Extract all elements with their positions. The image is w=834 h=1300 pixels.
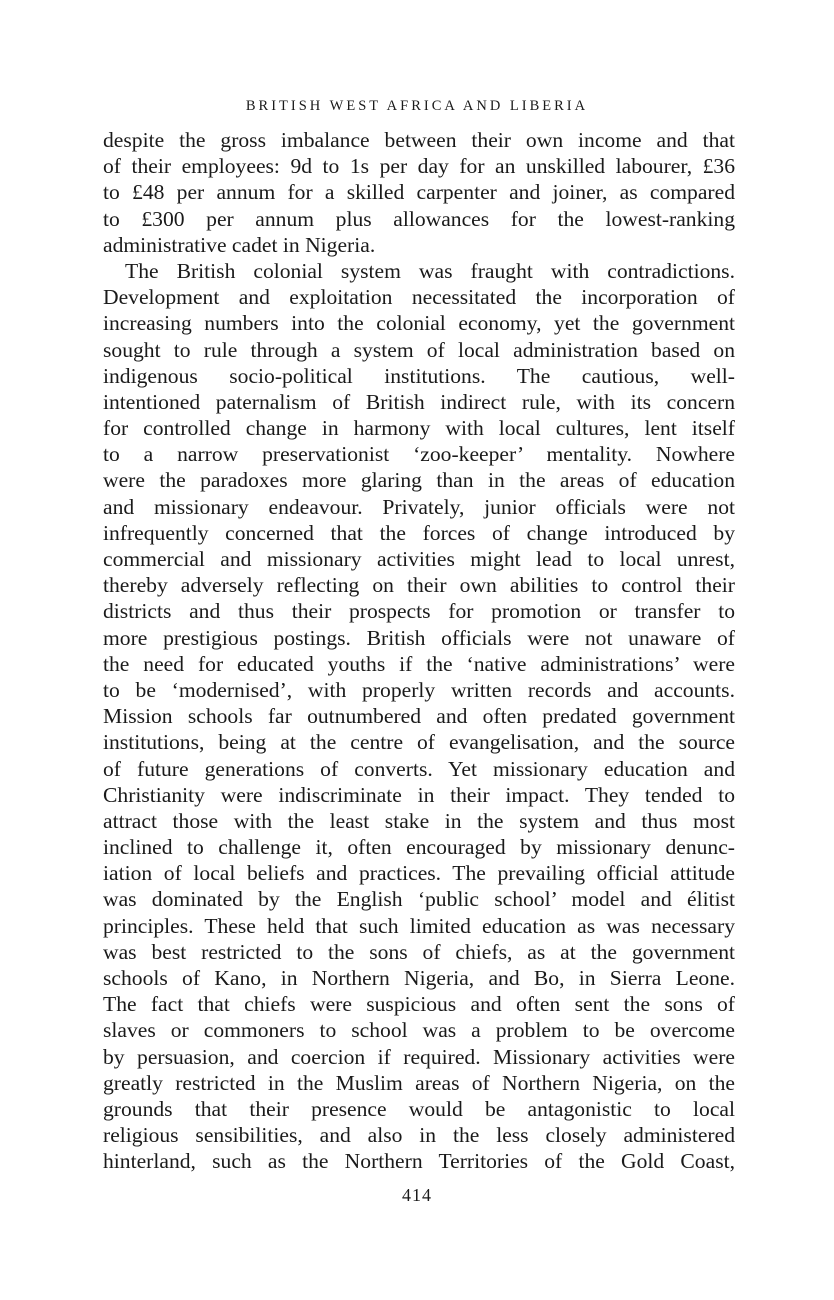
text-line: despite the gross imbalance between their own income and that <box>103 128 735 152</box>
text-line: by persuasion, and coercion if required. Missionary activities were <box>103 1044 735 1069</box>
text-line: attract those with the least stake in the system and thus most <box>103 808 735 833</box>
text-line: hinterland, such as the Northern Territories of the Gold Coast, <box>103 1149 735 1174</box>
text-line: inclined to challenge it, often encouraged by missionary denunc- <box>103 835 735 860</box>
text-line: to £300 per annum plus allowances for the lowest-ranking <box>103 206 735 231</box>
running-head: BRITISH WEST AFRICA AND LIBERIA <box>245 98 589 114</box>
text-line: for controlled change in harmony with local cultures, lent itself <box>103 416 735 441</box>
text-line: intentioned paternalism of British indirect rule, with its concern <box>103 389 735 414</box>
text-line: institutions, being at the centre of evangelisation, and the source <box>103 730 735 755</box>
text-line: commercial and missionary activities might lead to local unrest, <box>103 547 735 571</box>
page-number: 414 <box>402 1185 432 1205</box>
paragraph <box>103 258 735 1175</box>
text-line: was dominated by the English ‘public school’ model and élitist <box>103 887 735 912</box>
text-line: to be ‘modernised’, with properly written records and accounts. <box>103 677 735 702</box>
text-line: of their employees: 9d to 1s per day for an unskilled labourer, £36 <box>103 154 735 179</box>
text-line: grounds that their presence would be antagonistic to local <box>103 1096 735 1121</box>
text-line: iation of local beliefs and practices. The prevailing official attitude <box>103 861 735 886</box>
text-line: greatly restricted in the Muslim areas of Northern Nigeria, on the <box>103 1070 735 1095</box>
text-line: schools of Kano, in Northern Nigeria, and Bo, in Sierra Leone. <box>103 966 735 990</box>
text-line: more prestigious postings. British officials were not unaware of <box>103 625 735 650</box>
text-line: Christianity were indiscriminate in their impact. They tended to <box>103 782 735 807</box>
text-line: The fact that chiefs were suspicious and often sent the sons of <box>103 992 735 1017</box>
text-line: and missionary endeavour. Privately, junior officials were not <box>103 494 735 519</box>
text-line: districts and thus their prospects for promotion or transfer to <box>103 599 735 624</box>
text-line: slaves or commoners to school was a problem to be overcome <box>103 1018 735 1043</box>
text-line: to a narrow preservationist ‘zoo-keeper’ mentality. Nowhere <box>103 442 735 467</box>
paragraph <box>103 127 735 258</box>
text-line: indigenous socio-political institutions. The cautious, well- <box>103 363 735 388</box>
text-line: Development and exploitation necessitated the incorporation of <box>103 285 735 310</box>
text-line: the need for educated youths if the ‘native administrations’ were <box>103 651 735 676</box>
text-line: religious sensibilities, and also in the less closely administered <box>103 1123 735 1148</box>
text-line: principles. These held that such limited education as was necessary <box>103 913 735 938</box>
text-line: of future generations of converts. Yet missionary education and <box>103 756 735 781</box>
text-line: was best restricted to the sons of chiefs, as at the government <box>103 939 735 964</box>
text-line: administrative cadet in Nigeria. <box>103 232 376 257</box>
text-line: increasing numbers into the colonial economy, yet the government <box>103 311 735 336</box>
text-line: The British colonial system was fraught with contradictions. <box>125 258 735 283</box>
text-line: were the paradoxes more glaring than in the areas of education <box>103 468 735 493</box>
text-line: sought to rule through a system of local administration based on <box>103 337 735 362</box>
body-text <box>103 127 735 1175</box>
text-line: thereby adversely reflecting on their own abilities to control their <box>103 573 735 598</box>
text-line: to £48 per annum for a skilled carpenter and joiner, as compared <box>103 180 735 205</box>
text-line: Mission schools far outnumbered and often predated government <box>103 704 735 729</box>
text-line: infrequently concerned that the forces of change introduced by <box>103 520 735 545</box>
